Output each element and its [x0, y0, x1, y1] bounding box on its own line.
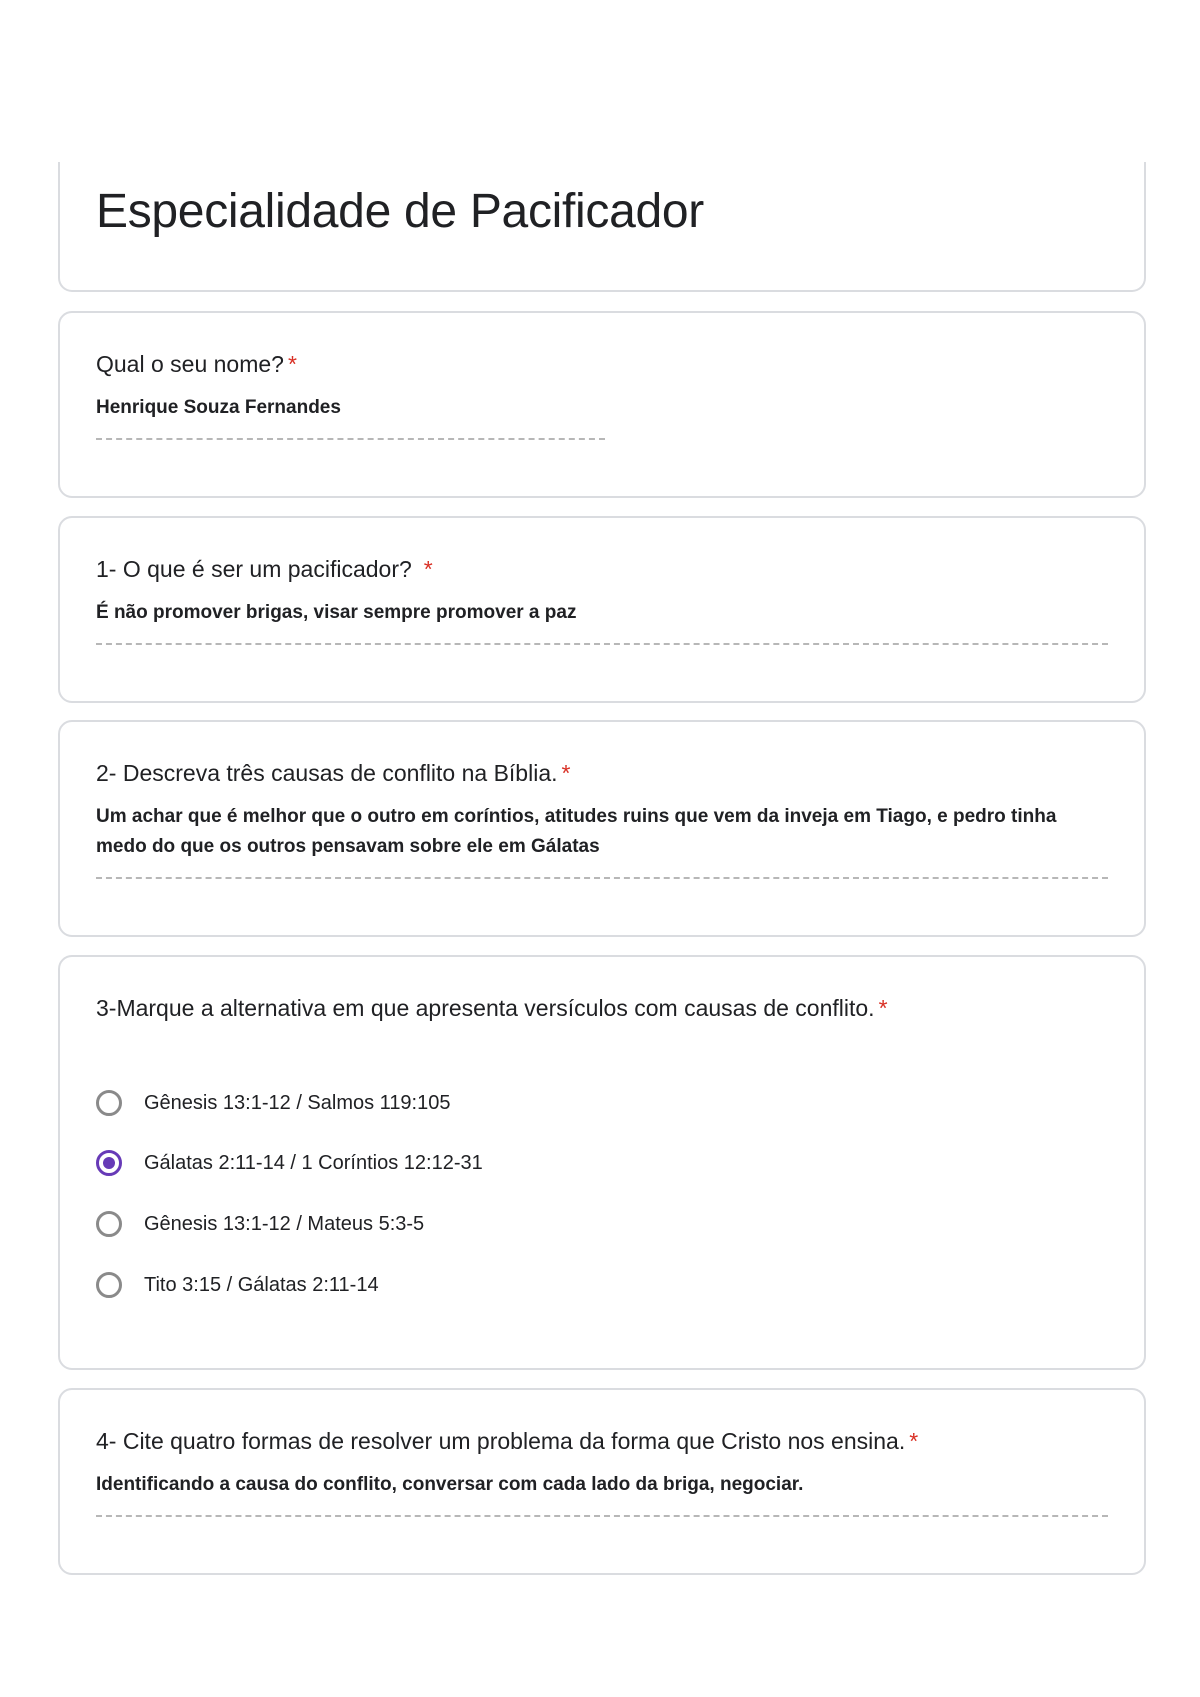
- answer-underline: [96, 438, 605, 440]
- radio-button-unchecked[interactable]: [96, 1211, 122, 1237]
- radio-option[interactable]: [96, 1267, 379, 1303]
- required-asterisk: *: [423, 556, 433, 582]
- q1-answer-field[interactable]: É não promover brigas, visar sempre promover a paz: [96, 602, 577, 623]
- question-label: 2- Descreva três causas de conflito na Bíblia.: [96, 760, 558, 786]
- radio-button-checked[interactable]: [96, 1150, 122, 1176]
- radio-option-selected[interactable]: [96, 1145, 483, 1181]
- question-title: [96, 995, 888, 1022]
- radio-option-label: Tito 3:15 / Gálatas 2:11-14: [144, 1273, 379, 1296]
- radio-option[interactable]: [96, 1085, 450, 1121]
- radio-option-label: Gálatas 2:11-14 / 1 Coríntios 12:12-31: [144, 1151, 483, 1174]
- answer-underline: [96, 877, 1108, 879]
- question-card-1: [58, 516, 1146, 703]
- question-card-4: [58, 1388, 1146, 1575]
- question-label: 4- Cite quatro formas de resolver um problema da forma que Cristo nos ensina.: [96, 1428, 906, 1454]
- answer-underline: [96, 1515, 1108, 1517]
- required-asterisk: *: [878, 995, 888, 1021]
- q4-answer-field[interactable]: Identificando a causa do conflito, conversar com cada lado da briga, negociar.: [96, 1474, 804, 1495]
- question-title: [96, 1428, 918, 1455]
- required-asterisk: *: [561, 760, 571, 786]
- question-title: [96, 351, 297, 378]
- answer-underline: [96, 643, 1108, 645]
- name-answer-field[interactable]: Henrique Souza Fernandes: [96, 397, 341, 418]
- form-title: Especialidade de Pacificador: [96, 185, 704, 238]
- question-title: [96, 760, 570, 787]
- question-label: 3-Marque a alternativa em que apresenta versículos com causas de conflito.: [96, 995, 875, 1021]
- form-header-card: [58, 162, 1146, 292]
- q2-answer-field[interactable]: Um achar que é melhor que o outro em coríntios, atitudes ruins que vem da inveja em Tiago, e pedro tinha medo do que os outros pensavam sobre ele em Gálatas: [96, 806, 1057, 857]
- radio-option[interactable]: [96, 1206, 424, 1242]
- question-label: 1- O que é ser um pacificador?: [96, 556, 412, 582]
- question-title: [96, 556, 433, 583]
- required-asterisk: *: [287, 351, 297, 377]
- question-label: Qual o seu nome?: [96, 351, 284, 377]
- question-card-3: [58, 955, 1146, 1370]
- radio-button-unchecked[interactable]: [96, 1090, 122, 1116]
- radio-option-label: Gênesis 13:1-12 / Mateus 5:3-5: [144, 1212, 425, 1235]
- radio-button-unchecked[interactable]: [96, 1272, 122, 1298]
- question-card-2: [58, 720, 1146, 937]
- question-card-name: [58, 311, 1146, 498]
- required-asterisk: *: [909, 1428, 919, 1454]
- radio-option-label: Gênesis 13:1-12 / Salmos 119:105: [144, 1091, 451, 1114]
